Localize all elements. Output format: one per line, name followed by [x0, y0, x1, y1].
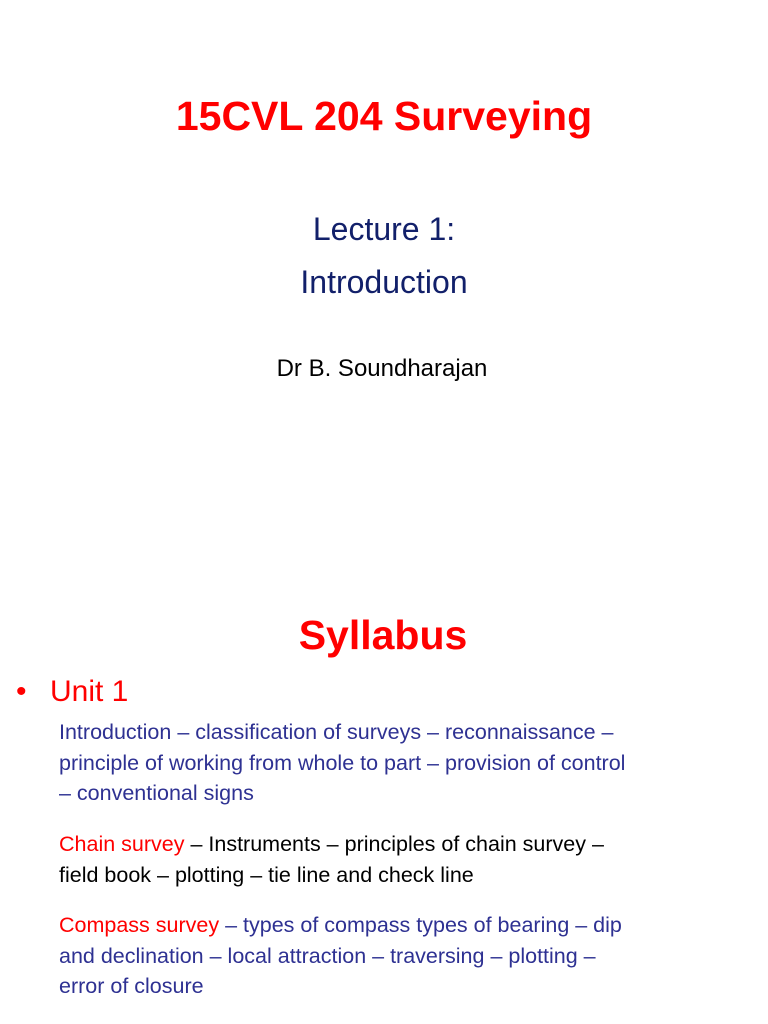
syllabus-paragraph-introduction [59, 717, 759, 809]
paragraph-line: principle of working from whole to part – provision of control [59, 750, 626, 775]
syllabus-heading: Syllabus [298, 612, 468, 658]
lecture-topic: Introduction [300, 264, 468, 300]
topic-highlight: Compass survey [59, 913, 220, 937]
unit-label: Unit 1 [50, 675, 129, 708]
paragraph-line: – conventional signs [59, 781, 254, 805]
syllabus-paragraph-chain-survey [59, 829, 759, 890]
paragraph-line: – Instruments – principles of chain survey – [184, 832, 604, 856]
paragraph-line: error of closure [59, 974, 204, 998]
paragraph-line: and declination – local attraction – traversing – plotting – [59, 943, 596, 968]
bullet-icon: • [16, 675, 27, 708]
author-name: Dr B. Soundharajan [276, 355, 488, 382]
syllabus-paragraph-compass-survey [59, 910, 759, 1002]
slide-title: 15CVL 204 Surveying [175, 93, 593, 139]
lecture-number: Lecture 1: [312, 211, 456, 247]
paragraph-line: field book – plotting – tie line and check line [59, 862, 474, 887]
paragraph-line: Introduction – classification of surveys – reconnaissance – [59, 720, 614, 744]
paragraph-line: – types of compass types of bearing – dip [219, 913, 622, 937]
unit-bullet-item [16, 672, 128, 712]
topic-highlight: Chain survey [59, 832, 185, 856]
